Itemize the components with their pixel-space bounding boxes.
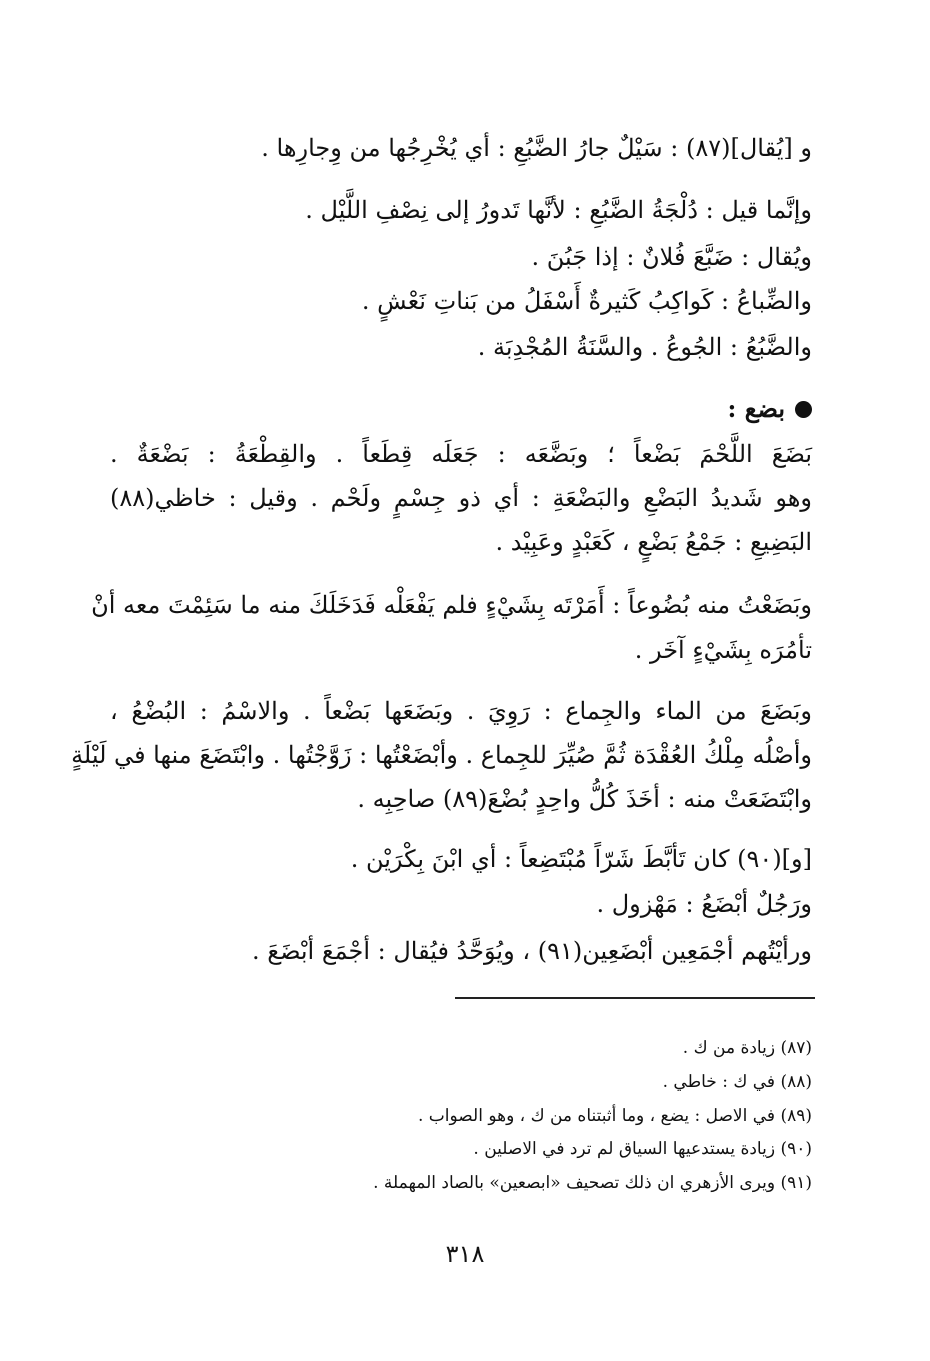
text-line: البَضِيعِ : جَمْعُ بَضْعٍ ، كَعَبْدٍ وعَبِيْد .: [495, 528, 812, 556]
footnote: (٩٠) زيادة يستدعيها السياق لم ترد في الاصلين .: [473, 1139, 812, 1159]
entry-heading: [728, 392, 812, 426]
page-number: ٣١٨: [445, 1240, 485, 1268]
text-line: وبَضَعَ من الماء والجِماع : رَوِيَ . وبَضَعَها بَضْعاً . والاسْمُ : البُضْعُ ،: [110, 697, 812, 725]
text-line: بَضَعَ اللَّحْمَ بَضْعاً ؛ وبَضَّعَه : جَعَلَه قِطَعاً . والقِطْعَةُ : بَضْعَةٌ .: [110, 440, 812, 468]
footnote: (٨٧) زيادة من ك .: [682, 1038, 812, 1058]
text-line: وبَضَعْتُ منه بُضُوعاً : أَمَرْتَه بِشَيْءٍ فلم يَفْعَلْه فَدَخَلَكَ منه ما سَئِمْتَ معه أنْ: [91, 591, 812, 619]
text-line: تأمُرَه بِشَيْءٍ آخَر .: [634, 636, 812, 664]
footnote: (٨٨) في ك : خاطي .: [662, 1072, 812, 1092]
text-line: وأصْلُه مِلْكُ العُقْدَة ثُمَّ صُيِّرَ للجِماع . وأبْضَعْتُها : زَوَّجْتُها . وابْتَضَعَ منها في لَيْلَةٍ: [71, 741, 812, 769]
text-line: ويُقال : ضَبَّعَ فُلانٌ : إذا جَبُنَ .: [531, 243, 812, 271]
footnote-divider: [455, 997, 815, 999]
footnote: (٨٩) في الاصل : يضع ، وما أثبتناه من ك ، وهو الصواب .: [417, 1106, 812, 1126]
text-line: ورأيْتُهم أجْمَعِين أبْضَعِين(٩١) ، ويُوَحَّدُ فيُقال : أجْمَعَ أبْضَعَ .: [252, 937, 812, 965]
text-line: وإنَّما قيل : دُلْجَةُ الضَّبُعِ : لأنَّها تَدورُ إلى نِصْفِ اللَّيْل .: [305, 196, 812, 224]
entry-heading-label: بضع :: [727, 394, 785, 423]
text-line: وهو شَديدُ البَضْعِ والبَضْعَةِ : أي ذو جِسْمٍ ولَحْم . وقيل : خاظي(٨٨): [110, 484, 812, 512]
text-line: [و](٩٠) كان تَأبَّطَ شَرّاً مُبْتَضِعاً : أي ابْنَ بِكْرَيْن .: [350, 845, 812, 873]
text-line: وابْتَضَعَتْ منه : أخَذَ كُلُّ واحِدٍ بُضْعَ(٨٩) صاحِبِه .: [357, 785, 812, 813]
bullet-icon: [795, 401, 812, 418]
text-line: و [يُقال](٨٧) : سَيْلٌ جارُ الضَّبُعِ : أي يُخْرِجُها من وِجارِها .: [261, 134, 812, 162]
footnote: (٩١) ويرى الأزهري ان ذلك تصحيف «ابصعين» بالصاد المهملة .: [373, 1173, 812, 1193]
text-line: والضَّبُعُ : الجُوعُ . والسَّنَةُ المُجْدِبَة .: [477, 333, 812, 361]
text-line: ورَجُلٌ أبْضَعُ : مَهْزول .: [596, 890, 812, 918]
text-line: والضِّباعُ : كَواكِبُ كَثيرةٌ أَسْفَلُ من بَناتِ نَعْشٍ .: [361, 287, 812, 315]
